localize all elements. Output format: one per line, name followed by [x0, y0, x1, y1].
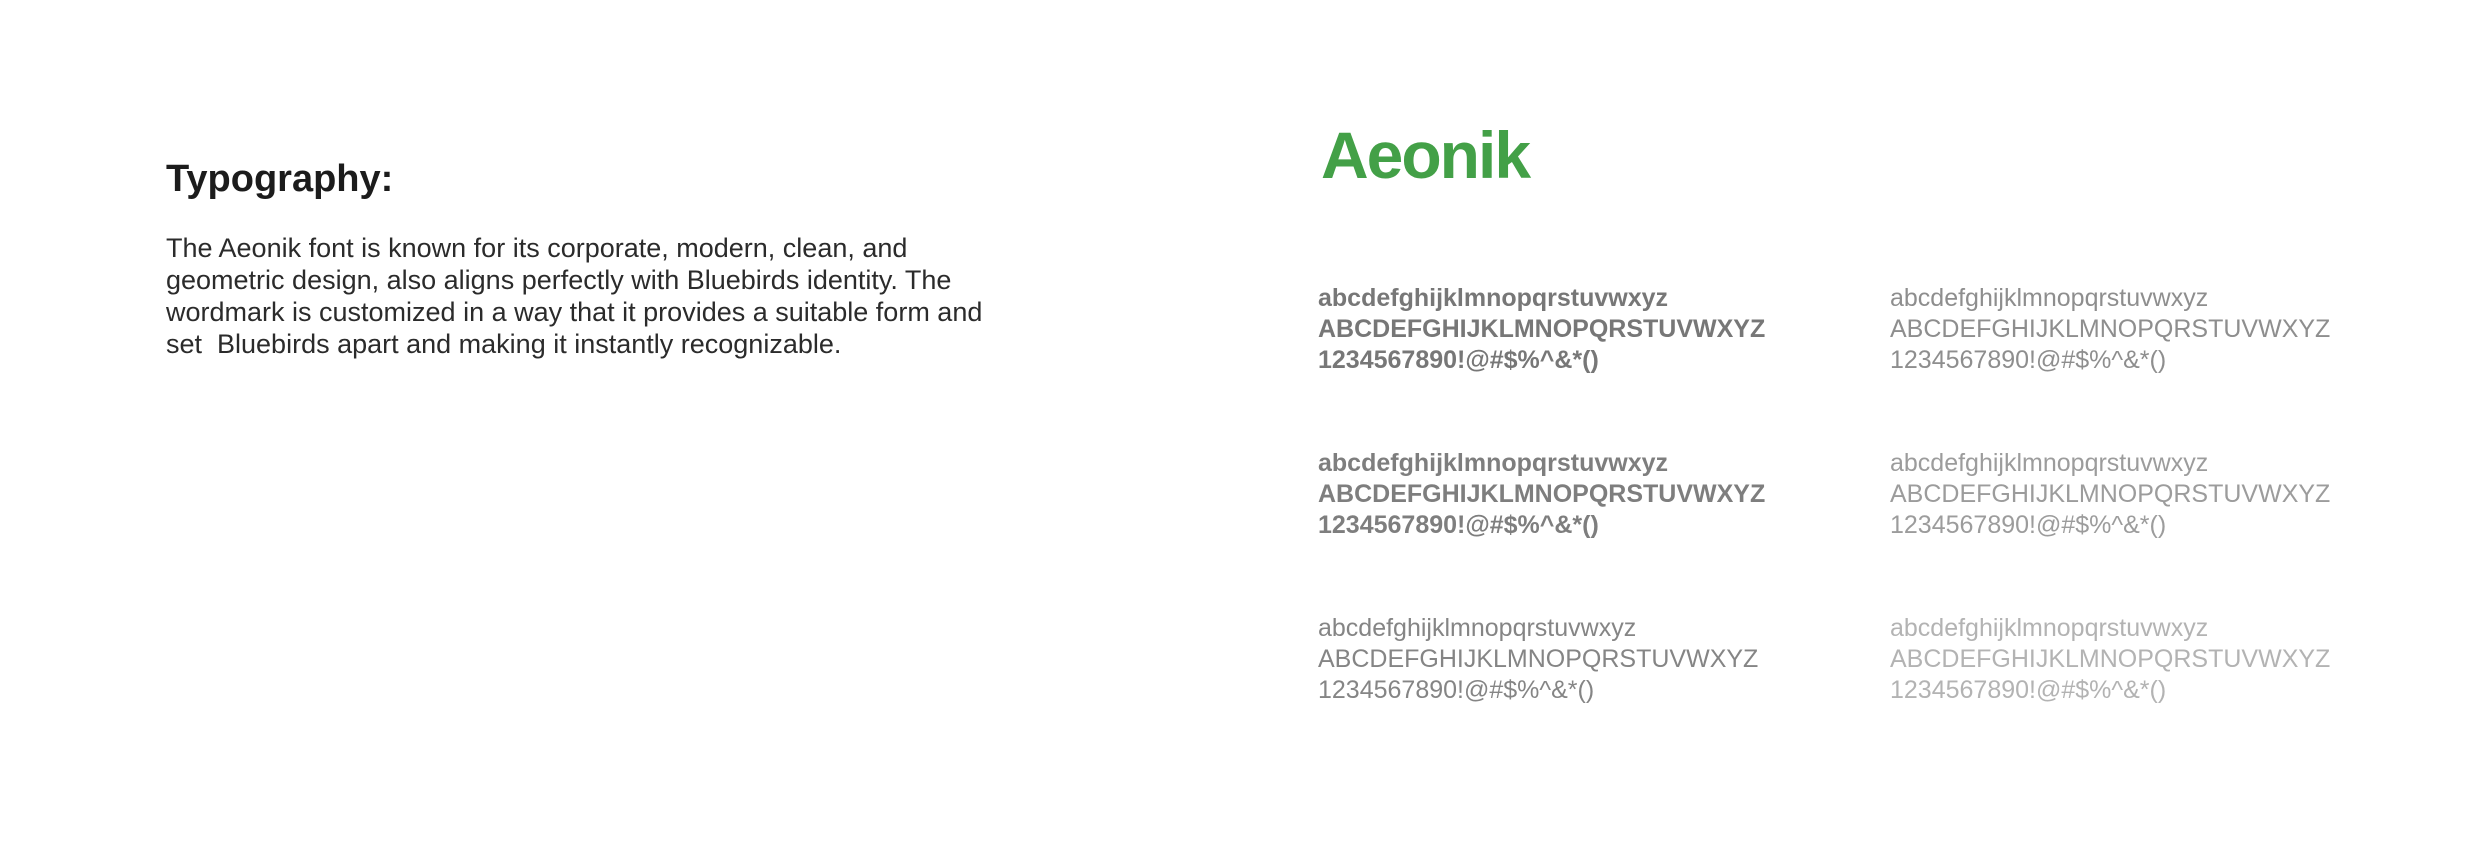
specimen-uppercase-line: ABCDEFGHIJKLMNOPQRSTUVWXYZ — [1890, 315, 2331, 343]
specimen-numerals-line: 1234567890!@#$%^&*() — [1890, 346, 2167, 374]
specimen-uppercase-line: ABCDEFGHIJKLMNOPQRSTUVWXYZ — [1890, 645, 2331, 673]
description-line-4: set Bluebirds apart and making it instantly recognizable. — [166, 328, 842, 359]
specimen-lowercase-line: abcdefghijklmnopqrstuvwxyz — [1890, 614, 2209, 642]
typography-heading: Typography: — [166, 158, 394, 200]
specimen-block-bold — [1318, 283, 1788, 376]
specimen-block-medium — [1318, 448, 1788, 541]
specimen-block-book — [1890, 283, 2360, 376]
typography-description — [166, 232, 1156, 360]
specimen-numerals-line: 1234567890!@#$%^&*() — [1318, 346, 1599, 374]
font-name-title: Aeonik — [1321, 118, 1530, 192]
specimen-numerals-line: 1234567890!@#$%^&*() — [1890, 511, 2167, 539]
specimen-block-thin — [1890, 613, 2360, 706]
specimen-lowercase-line: abcdefghijklmnopqrstuvwxyz — [1318, 284, 1669, 312]
specimen-lowercase-line: abcdefghijklmnopqrstuvwxyz — [1890, 284, 2209, 312]
specimen-lowercase-line: abcdefghijklmnopqrstuvwxyz — [1318, 449, 1669, 477]
specimen-block-regular — [1318, 613, 1788, 706]
specimen-block-light — [1890, 448, 2360, 541]
description-line-1: The Aeonik font is known for its corporate, modern, clean, and — [166, 232, 908, 263]
specimen-uppercase-line: ABCDEFGHIJKLMNOPQRSTUVWXYZ — [1890, 480, 2331, 508]
specimen-lowercase-line: abcdefghijklmnopqrstuvwxyz — [1890, 449, 2209, 477]
specimen-numerals-line: 1234567890!@#$%^&*() — [1318, 676, 1595, 704]
typography-intro — [166, 158, 1156, 360]
specimen-lowercase-line: abcdefghijklmnopqrstuvwxyz — [1318, 614, 1637, 642]
specimen-numerals-line: 1234567890!@#$%^&*() — [1318, 511, 1599, 539]
specimen-uppercase-line: ABCDEFGHIJKLMNOPQRSTUVWXYZ — [1318, 480, 1766, 508]
description-line-3: wordmark is customized in a way that it provides a suitable form and — [166, 296, 983, 327]
specimen-uppercase-line: ABCDEFGHIJKLMNOPQRSTUVWXYZ — [1318, 645, 1759, 673]
specimen-uppercase-line: ABCDEFGHIJKLMNOPQRSTUVWXYZ — [1318, 315, 1766, 343]
description-line-2: geometric design, also aligns perfectly with Bluebirds identity. The — [166, 264, 952, 295]
specimen-numerals-line: 1234567890!@#$%^&*() — [1890, 676, 2167, 704]
